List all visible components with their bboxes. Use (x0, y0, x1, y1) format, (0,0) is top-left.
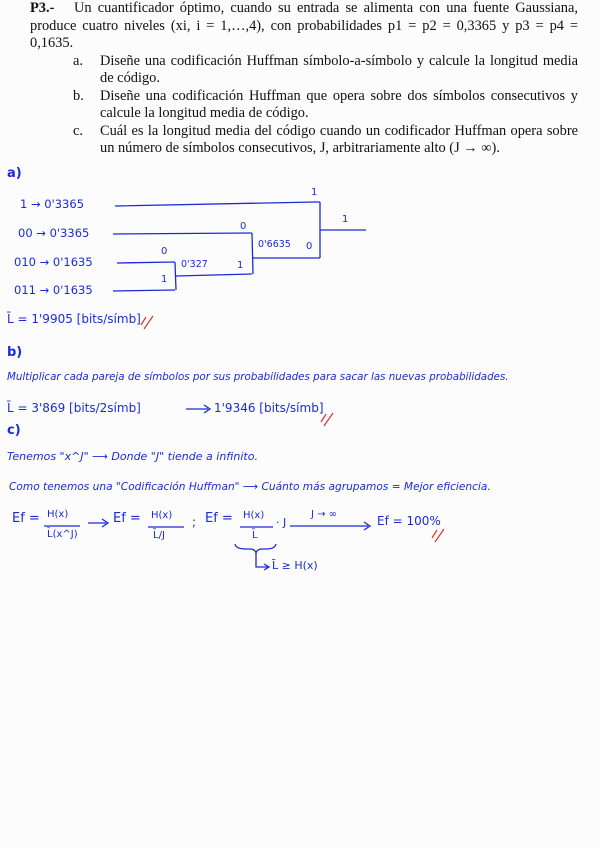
symbol-1: 1 → 0'3365 (20, 197, 85, 211)
item-text: Diseñe una codificación Huffman que opera sobre dos símbolos consecutivos y calcule la longitud media de código. (100, 87, 578, 121)
check-mark-icon (432, 529, 444, 542)
times-j: · J (276, 516, 287, 529)
answer-b-result-left: L̄ = 3'869 [bits/2símb] (7, 401, 141, 415)
item-marker: b. (73, 87, 84, 104)
answer-c-label: c) (7, 423, 21, 438)
huffman-tree (113, 202, 366, 291)
efficiency-symbol: Ef = (205, 511, 233, 526)
fraction-numerator: H(x) (151, 510, 173, 521)
efficiency-symbol: Ef = (12, 511, 40, 526)
symbol-4: 011 → 0'1635 (14, 283, 93, 297)
fraction-denominator: L̄/J (153, 530, 165, 541)
merge-probability-2: 0'6635 (258, 239, 291, 250)
bit-label: 1 (342, 214, 349, 225)
fraction-denominator: L̄(x^J) (47, 529, 78, 540)
merge-probability-1: 0'327 (181, 259, 208, 270)
limit-label: J → ∞ (311, 509, 338, 520)
bit-label: 1 (237, 260, 244, 271)
problem-id: P3.- (30, 0, 55, 16)
check-mark-icon (141, 316, 153, 329)
symbol-3: 010 → 0'1635 (14, 255, 93, 269)
fraction-numerator: H(x) (243, 510, 265, 521)
efficiency-symbol: Ef = (113, 511, 141, 526)
efficiency-formula-lines (44, 519, 370, 570)
answer-b-result-right: 1'9346 [bits/símb] (214, 401, 324, 415)
item-text: Diseñe una codificación Huffman símbolo-a-símbolo y calcule la longitud media de código. (100, 52, 578, 86)
symbol-2: 00 → 0'3365 (18, 226, 90, 240)
bit-label: 0 (306, 241, 313, 252)
bit-label: 0 (240, 221, 247, 232)
bit-label: 1 (311, 187, 318, 198)
item-text: Cuál es la longitud media del código cuando un codificador Huffman opera sobre un número de símbolos consecutivos, J, arbitrariamente alto (J → ∞). (100, 122, 578, 156)
separator: ; (192, 515, 197, 529)
fraction-denominator: L̄ (252, 530, 258, 541)
efficiency-final: Ef = 100% (377, 514, 441, 528)
bit-label: 0 (161, 246, 168, 257)
arrow-icon (186, 405, 210, 413)
bit-label: 1 (161, 274, 168, 285)
answer-c-line-1: Tenemos "x^J" ⟶ Donde "J" tiende a infinito. (7, 450, 258, 463)
answer-c-line-2: Como tenemos una "Codificación Huffman" ⟶ Cuánto más agrupamos = Mejor eficiencia. (9, 481, 491, 493)
problem-text: Un cuantificador óptimo, cuando su entrada se alimenta con una fuente Gaussiana, produce cuatro niveles (xi, i = 1,…,4), con probabilidades p1 = p2 = 0,3365 y p3 = p4 = 0,1635. (30, 0, 578, 51)
answer-b-text: Multiplicar cada pareja de símbolos por sus probabilidades para sacar las nuevas probabilidades. (7, 371, 509, 383)
brace-note: L̄ ≥ H(x) (272, 559, 318, 572)
item-marker: c. (73, 122, 83, 139)
fraction-numerator: H(x) (47, 509, 69, 520)
answer-a-result: L̄ = 1'9905 [bits/símb] (7, 312, 141, 326)
item-marker: a. (73, 52, 83, 69)
answer-a-label: a) (7, 166, 22, 181)
answer-b-label: b) (7, 345, 23, 360)
